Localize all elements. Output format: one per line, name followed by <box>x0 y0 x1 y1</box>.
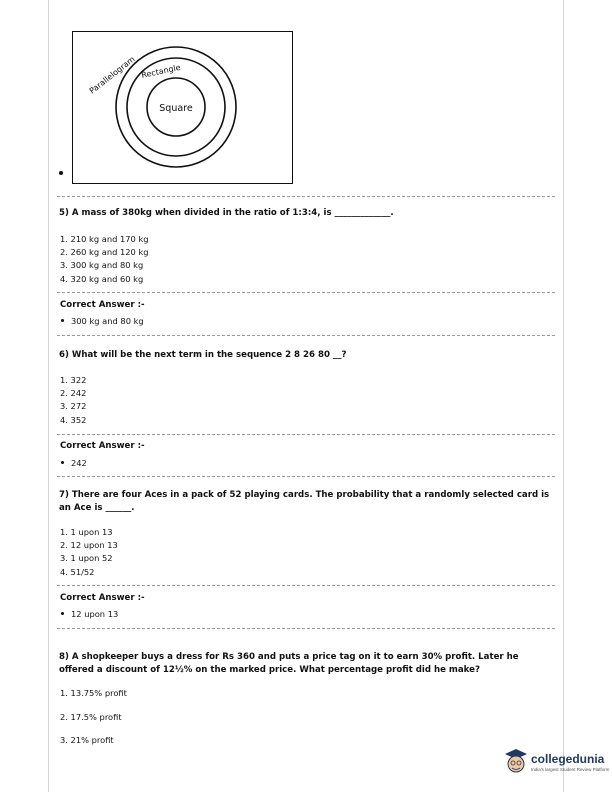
question-5-text: 5) A mass of 380kg when divided in the ratio of 1:3:4, is _____________. <box>59 208 394 218</box>
divider <box>57 434 555 435</box>
divider <box>57 628 555 629</box>
option: 1. 210 kg and 170 kg <box>60 234 149 244</box>
option: 1. 1 upon 13 <box>60 527 113 537</box>
answer-title: Correct Answer :- <box>60 300 145 310</box>
option: 3. 300 kg and 80 kg <box>60 260 144 271</box>
collegedunia-logo-icon <box>503 747 529 775</box>
logo-name: collegedunia <box>531 752 605 766</box>
logo-tagline: India's largest Student Review Platform <box>531 767 610 772</box>
correct-answer <box>61 316 144 326</box>
option: 4. 51/52 <box>60 566 95 577</box>
question-8-option-3: 3. 21% profit <box>60 735 114 745</box>
divider <box>57 292 555 293</box>
bullet-icon <box>61 612 64 615</box>
page <box>48 0 564 792</box>
divider <box>57 335 555 336</box>
question-7-text: 7) There are four Aces in a pack of 52 playing cards. The probability that a randomly selected card is an Ace is ______. <box>59 490 550 513</box>
option: 2. 260 kg and 120 kg <box>60 247 149 258</box>
venn-diagram-frame <box>72 31 293 184</box>
divider <box>57 196 555 197</box>
rectangle-label: Rectangle <box>140 62 182 80</box>
answer-title: Correct Answer :- <box>60 441 145 451</box>
bullet-icon <box>61 461 64 464</box>
nested-circles-diagram <box>72 31 293 184</box>
answer-text: 300 kg and 80 kg <box>71 316 144 326</box>
question-6-text: 6) What will be the next term in the sequence 2 8 26 80 __? <box>59 350 347 360</box>
option: 2. 12 upon 13 <box>60 540 118 551</box>
option: 4. 320 kg and 60 kg <box>60 273 144 284</box>
answer-text: 242 <box>71 458 87 468</box>
question-6-options <box>60 374 86 427</box>
answer-title: Correct Answer :- <box>60 593 145 603</box>
option: 3. 1 upon 52 <box>60 553 113 564</box>
square-label: Square <box>159 103 193 114</box>
option: 4. 352 <box>60 414 87 425</box>
bullet-icon <box>61 319 64 322</box>
divider <box>57 585 555 586</box>
question-8-option-2: 2. 17.5% profit <box>60 712 122 722</box>
list-bullet <box>59 171 63 175</box>
correct-answer <box>61 458 87 468</box>
option: 2. 242 <box>60 388 87 399</box>
option: 3. 272 <box>60 401 87 412</box>
question-7-options <box>60 526 118 579</box>
question-8-option-1: 1. 13.75% profit <box>60 688 127 698</box>
correct-answer <box>61 609 118 619</box>
question-5-options <box>60 233 149 286</box>
option: 1. 322 <box>60 375 87 385</box>
divider <box>57 476 555 477</box>
question-8-text: 8) A shopkeeper buys a dress for Rs 360 and puts a price tag on it to earn 30% profit. Later he offered a discount of 12½% on the marked price. What percentage profit did he make? <box>59 652 519 675</box>
answer-text: 12 upon 13 <box>71 609 119 619</box>
parallelogram-label: Parallelogram <box>87 54 137 96</box>
